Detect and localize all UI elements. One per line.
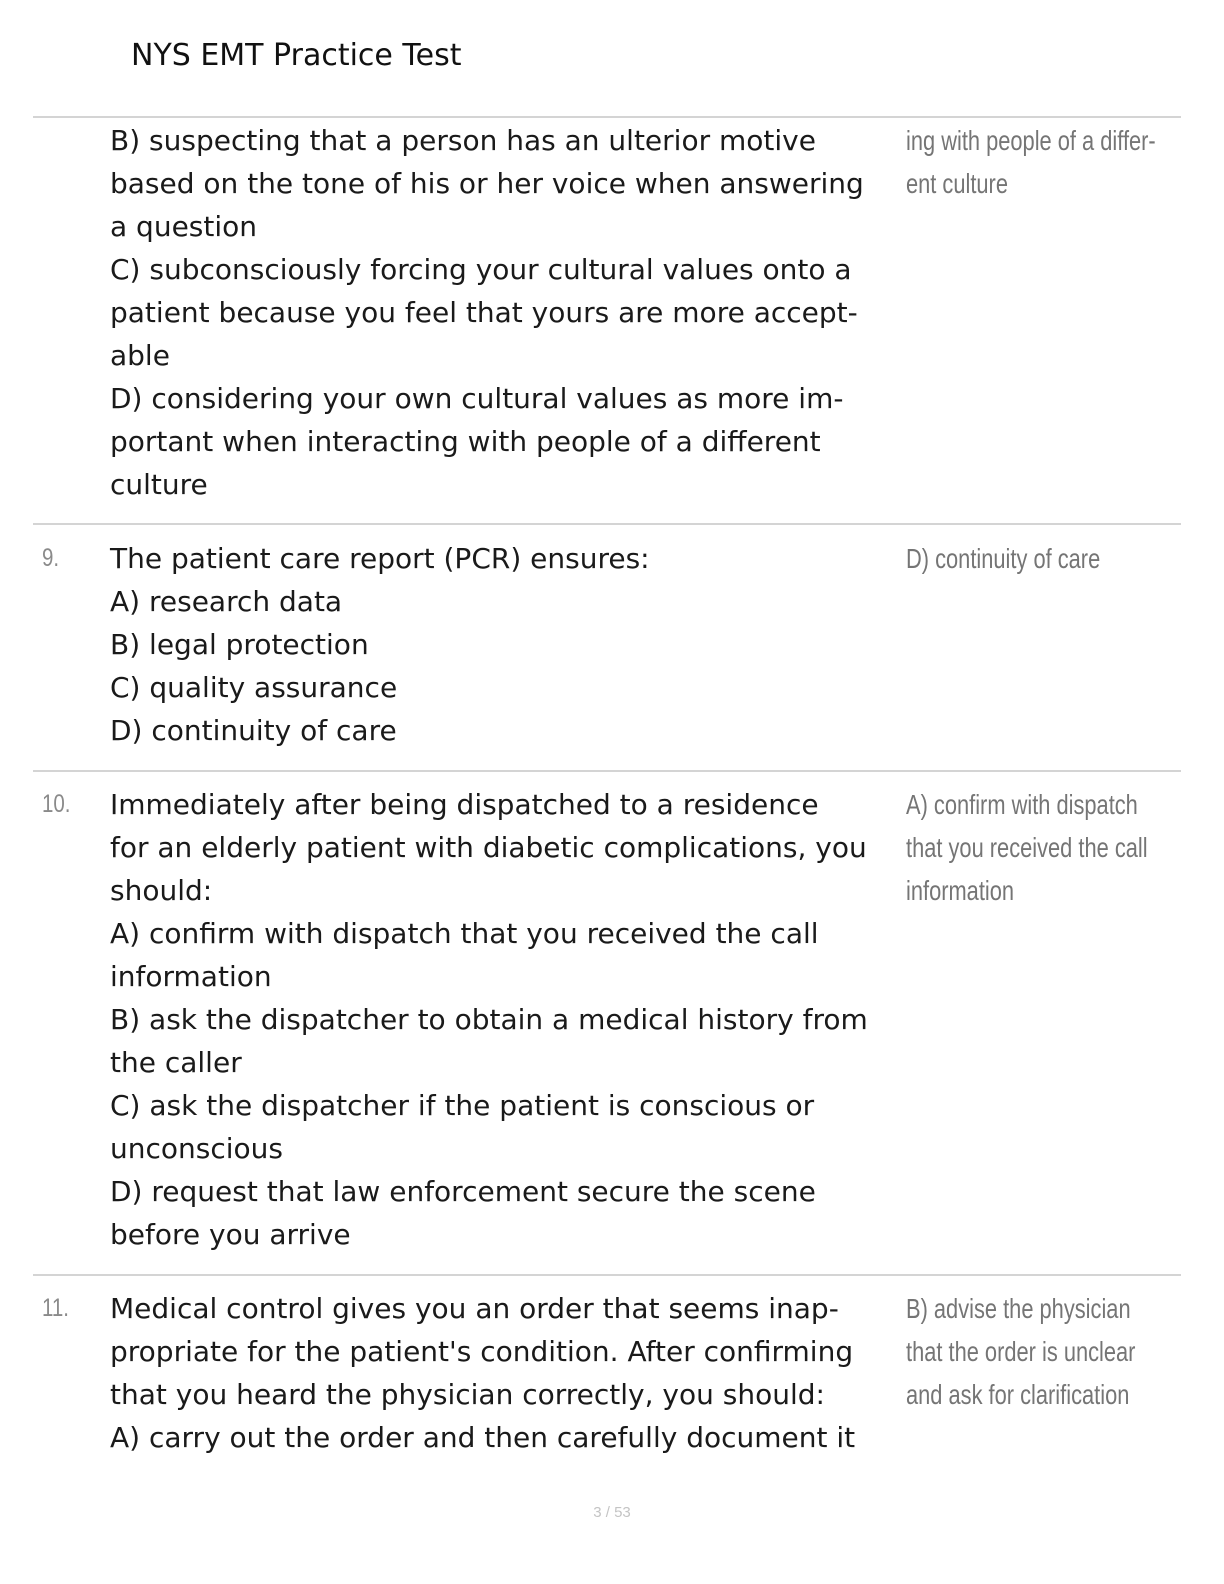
question-text (110, 1287, 905, 1459)
question-number: 11. (42, 1294, 69, 1322)
question-line: patient because you feel that yours are more accept- (110, 296, 858, 329)
answer-line: that you received the call (906, 832, 1148, 863)
question-line: C) ask the dispatcher if the patient is conscious or (110, 1089, 815, 1122)
question-line: C) subconsciously forcing your cultural values onto a (110, 253, 852, 286)
question-line: The patient care report (PCR) ensures: (110, 542, 650, 575)
question-text (110, 537, 905, 752)
question-line: Immediately after being dispatched to a residence (110, 788, 819, 821)
page-number: 3 / 53 (593, 1504, 631, 1521)
question-text (110, 783, 905, 1256)
question-line: culture (110, 468, 208, 501)
answer-text (906, 537, 1196, 580)
answer-line: ing with people of a differ- (906, 125, 1156, 156)
question-number: 9. (42, 544, 60, 572)
question-line: a question (110, 210, 258, 243)
question-line: able (110, 339, 170, 372)
question-line: C) quality assurance (110, 671, 398, 704)
row-divider (33, 116, 1181, 118)
answer-line: and ask for clarification (906, 1379, 1130, 1410)
question-line: B) suspecting that a person has an ulterior motive (110, 124, 816, 157)
question-line: B) legal protection (110, 628, 369, 661)
question-line: should: (110, 874, 213, 907)
question-line: D) continuity of care (110, 714, 397, 747)
question-line: unconscious (110, 1132, 283, 1165)
document-title: NYS EMT Practice Test (131, 38, 462, 73)
question-line: A) confirm with dispatch that you received the call (110, 917, 819, 950)
answer-line: A) confirm with dispatch (906, 789, 1138, 820)
question-line: portant when interacting with people of a different (110, 425, 821, 458)
answer-line: ent culture (906, 168, 1008, 199)
answer-line: that the order is unclear (906, 1336, 1136, 1367)
row-divider (33, 1274, 1181, 1276)
row-divider (33, 523, 1181, 525)
question-line: D) request that law enforcement secure the scene (110, 1175, 816, 1208)
answer-line: information (906, 875, 1015, 906)
answer-line: B) advise the physician (906, 1293, 1131, 1324)
row-divider (33, 770, 1181, 772)
question-line: D) considering your own cultural values as more im- (110, 382, 844, 415)
question-line: based on the tone of his or her voice when answering (110, 167, 864, 200)
question-line: B) ask the dispatcher to obtain a medical history from (110, 1003, 868, 1036)
answer-text (906, 119, 1196, 205)
answer-line: D) continuity of care (906, 543, 1101, 574)
answer-text (906, 1287, 1196, 1416)
question-line: A) carry out the order and then carefully document it (110, 1421, 856, 1454)
question-text (110, 119, 905, 506)
question-line: information (110, 960, 272, 993)
question-line: Medical control gives you an order that seems inap- (110, 1292, 839, 1325)
question-line: propriate for the patient's condition. After confirming (110, 1335, 854, 1368)
question-line: that you heard the physician correctly, you should: (110, 1378, 825, 1411)
question-line: before you arrive (110, 1218, 351, 1251)
question-line: A) research data (110, 585, 343, 618)
answer-text (906, 783, 1196, 912)
question-line: the caller (110, 1046, 242, 1079)
question-number: 10. (42, 790, 71, 818)
question-line: for an elderly patient with diabetic complications, you (110, 831, 867, 864)
